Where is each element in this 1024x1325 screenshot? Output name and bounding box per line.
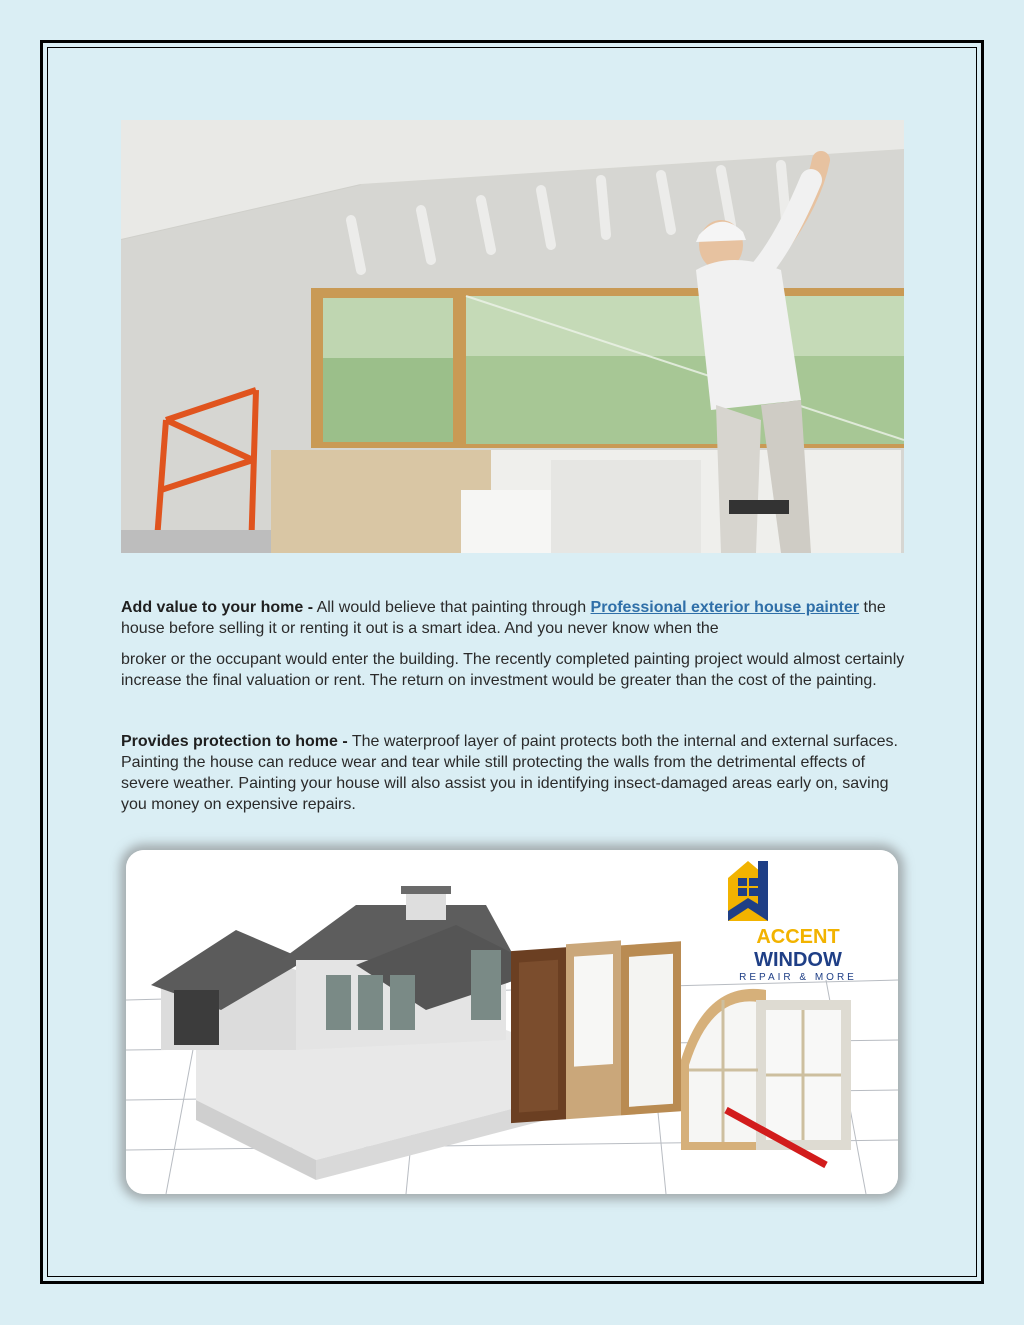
paragraph-protection-heading: Provides protection to home - [121,733,348,750]
logo-subtitle: REPAIR & MORE [739,972,857,983]
paragraph-protection [121,731,911,815]
logo-wordmark [718,926,878,972]
paragraph-add-value-text-before-link: All would believe that painting through [313,599,591,616]
logo-word-window: WINDOW [754,949,842,971]
house-photo [126,850,898,1194]
house-logo-icon [718,856,778,926]
paragraph-add-value-text-after-link: the house before selling it or renting it out is a smart idea. And you never know when the [121,599,886,637]
accent-window-logo [718,856,878,983]
paragraph-add-value [121,597,911,639]
logo-word-accent: ACCENT [756,926,840,948]
paragraph-protection-text: The waterproof layer of paint protects both the internal and external surfaces. Painting the house can reduce wear and tear while still protecting the walls from the detrimental effects of severe weather. Painting your house will also assist you in identifying insect-damaged areas early on, saving you money on expensive repairs. [121,733,898,813]
paragraph-add-value-heading: Add value to your home - [121,599,314,616]
professional-painter-link[interactable]: Professional exterior house painter [590,599,860,616]
paragraph-broker: broker or the occupant would enter the building. The recently completed painting project would almost certainly increase the final valuation or rent. The return on investment would be greater than the cost of the painting. [121,651,905,689]
painter-photo-illustration [121,120,904,553]
painter-photo [121,120,904,553]
